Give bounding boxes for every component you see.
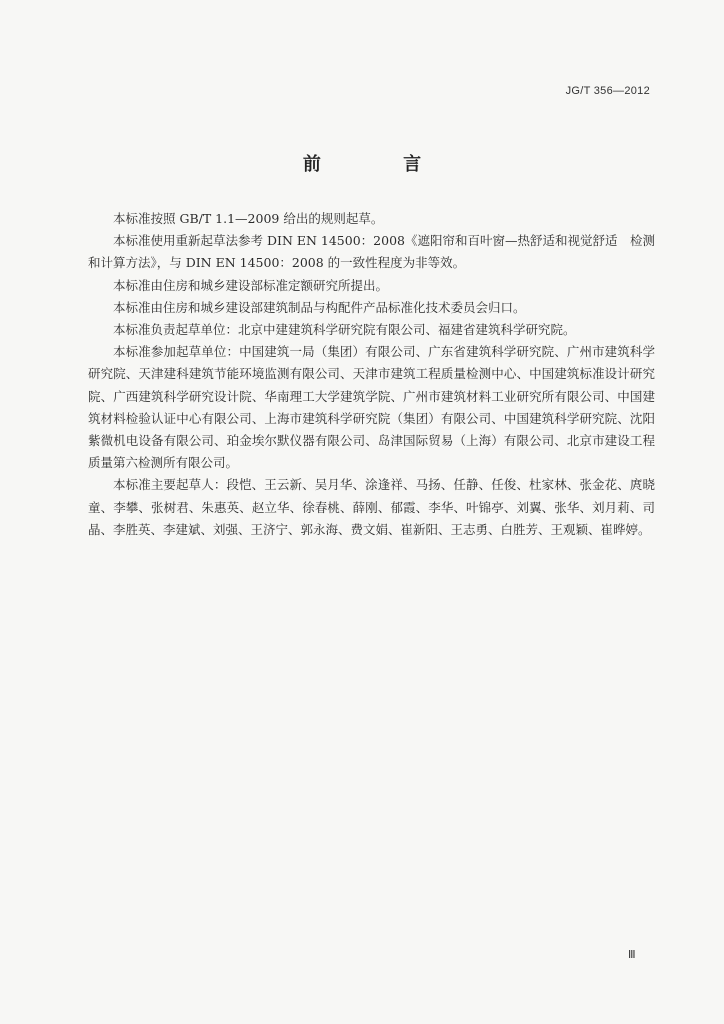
paragraph-participating-drafters: 本标准参加起草单位：中国建筑一局（集团）有限公司、广东省建筑科学研究院、广州市建筑科学研究院、天津建科建筑节能环境监测有限公司、天津市建筑工程质量检测中心、中国建筑标准设计研究院、广西建筑科学研究设计院、华南理工大学建筑学院、广州市建筑材料工业研究所有限公司、中国建筑材料检验认证中心有限公司、上海市建筑科学研究院（集团）有限公司、中国建筑科学研究院、沈阳紫微机电设备有限公司、珀金埃尔默仪器有限公司、岛津国际贸易（上海）有限公司、北京市建设工程质量第六检测所有限公司。 [88,344,655,471]
paragraph-drafting-rules: 本标准按照 GB/T 1.1—2009 给出的规则起草。 [113,211,384,226]
page-number: Ⅲ [628,949,636,961]
standard-code: JG/T 356—2012 [565,85,650,97]
paragraph-proposer: 本标准由住房和城乡建设部标准定额研究所提出。 [113,277,389,293]
paragraph-reference-standard: 本标准使用重新起草法参考 DIN EN 14500：2008《遮阳帘和百叶窗—热舒适和视觉舒适 检测和计算方法》，与 DIN EN 14500：2008 的一致性程度为非等效。 [88,233,655,271]
foreword-body [88,208,655,541]
paragraph-centralized-by: 本标准由住房和城乡建设部建筑制品与构配件产品标准化技术委员会归口。 [113,299,526,315]
page-title: 前 言 [302,154,460,175]
paragraph-main-drafters: 本标准主要起草人：段恺、王云新、吴月华、涂逢祥、马扬、任静、任俊、杜家林、张金花、庹晓童、李攀、张树君、朱惠英、赵立华、徐春桃、薛刚、郁霞、李华、叶锦亭、刘翼、张华、刘月莉、司晶、李胜英、李建斌、刘强、王济宁、郭永海、费文娟、崔新阳、王志勇、白胜芳、王观颖、崔晔婷。 [88,477,655,537]
paragraph-responsible-drafters: 本标准负责起草单位：北京中建建筑科学研究院有限公司、福建省建筑科学研究院。 [113,322,576,338]
